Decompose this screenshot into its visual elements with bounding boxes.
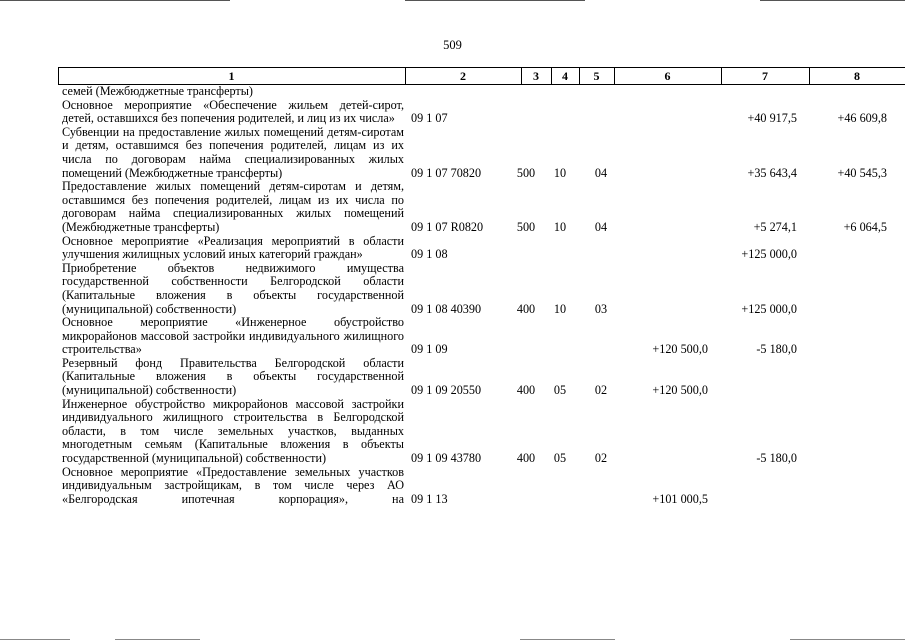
row-amount-col7: +125 000,0	[741, 301, 797, 316]
table-body	[58, 85, 905, 506]
row-amount-col7: +5 274,1	[753, 219, 797, 234]
row-amount-col6: +120 500,0	[652, 342, 708, 357]
row-code: 09 1 09 20550	[411, 383, 482, 398]
header-col-2: 2	[460, 69, 466, 83]
header-col-5: 5	[593, 69, 600, 83]
row-description: Субвенции на предоставление жилых помещений детям-сиротам и детям, оставшимся без попечения родителей, лицам из их числа по договорам найма специализированных жилых помещений (Межбюджетные трансферты)	[62, 124, 404, 180]
row-description: Основное мероприятие «Реализация мероприятий в области улучшения жилищных условий иных категорий граждан»	[62, 233, 404, 262]
row-description: Предоставление жилых помещений детям-сиротам и детям, оставшимся без попечения родителей, лицам из их числа по договорам найма специализированных жилых помещений (Межбюджетные трансферты)	[62, 179, 404, 234]
row-amount-col6: +120 500,0	[652, 383, 708, 398]
table-row	[58, 235, 905, 262]
row-amount-col6: +101 000,5	[652, 491, 708, 506]
row-description: Основное мероприятие «Инженерное обустройство микрорайонов массовой застройки индивидуального жилищного строительства»	[62, 315, 404, 357]
row-code: 09 1 13	[411, 491, 448, 506]
table-row	[58, 398, 905, 466]
row-description: Приобретение объектов недвижимого имущества государственной собственности Белгородской области (Капитальные вложения в объекты государственной (муниципальной) собственности)	[62, 260, 404, 316]
row-description: Инженерное обустройство микрорайонов массовой застройки индивидуального жилищного строительства в Белгородской области, в том числе земельных участков, выданных многодетным семьям (Капитальные вложения в объекты государственной (муниципальной) собственности)	[62, 396, 404, 466]
budget-table	[58, 67, 905, 506]
row-subsection: 04	[594, 219, 608, 234]
row-description: Резервный фонд Правительства Белгородской области (Капитальные вложения в объекты государственной (муниципальной) собственности)	[62, 355, 404, 398]
row-subsection: 02	[594, 383, 608, 398]
row-code: 09 1 08 40390	[411, 301, 482, 316]
table-row	[58, 126, 905, 180]
row-amount-col7: +125 000,0	[741, 247, 797, 262]
row-section: 10	[553, 165, 567, 180]
row-expense-type: 500	[516, 219, 536, 234]
row-amount-col7: -5 180,0	[756, 451, 797, 466]
row-amount-col8: +6 064,5	[843, 219, 887, 234]
header-col-6: 6	[664, 69, 671, 83]
table-row	[58, 85, 905, 99]
table-row	[58, 466, 905, 507]
header-col-8: 8	[854, 69, 860, 83]
row-section: 05	[553, 383, 567, 398]
row-expense-type: 400	[516, 383, 536, 398]
row-amount-col7: +35 643,4	[747, 165, 797, 180]
row-description: Основное мероприятие «Обеспечение жильем детей-сирот, детей, оставшихся без попечения родителей, и лиц из их числа»	[62, 97, 404, 126]
row-code: 09 1 07 70820	[411, 165, 482, 180]
row-subsection: 04	[594, 165, 608, 180]
row-expense-type: 500	[516, 165, 536, 180]
row-section: 10	[553, 301, 567, 316]
table-header	[58, 67, 905, 85]
table-row	[58, 99, 905, 126]
row-expense-type: 400	[516, 451, 536, 466]
header-col-4: 4	[562, 69, 568, 83]
table-row	[58, 180, 905, 234]
row-amount-col8: +46 609,8	[837, 111, 887, 126]
row-amount-col7: -5 180,0	[756, 342, 797, 357]
row-code: 09 1 08	[411, 247, 448, 262]
page-number: 509	[443, 38, 462, 52]
row-amount-col8: +40 545,3	[837, 165, 887, 180]
table-row	[58, 357, 905, 398]
row-description: Основное мероприятие «Предоставление земельных участков индивидуальным застройщикам, в том числе через АО «Белгородская ипотечная корпорация», на	[62, 464, 404, 506]
row-code: 09 1 07 R0820	[411, 219, 484, 234]
row-section: 05	[553, 451, 567, 466]
row-code: 09 1 07	[411, 111, 448, 126]
header-col-7: 7	[762, 69, 768, 83]
row-code: 09 1 09 43780	[411, 451, 482, 466]
table-row	[58, 316, 905, 357]
top-edge-line	[760, 0, 905, 1]
header-col-3: 3	[533, 69, 539, 83]
row-expense-type: 400	[516, 301, 536, 316]
header-col-1: 1	[228, 69, 235, 83]
row-section: 10	[553, 219, 567, 234]
row-code: 09 1 09	[411, 342, 448, 357]
row-description: семей (Межбюджетные трансферты)	[62, 84, 253, 98]
top-edge-line	[405, 0, 585, 1]
top-edge-line	[0, 0, 230, 1]
row-subsection: 02	[594, 451, 608, 466]
row-subsection: 03	[594, 301, 608, 316]
row-amount-col7: +40 917,5	[747, 111, 797, 126]
table-row	[58, 262, 905, 316]
